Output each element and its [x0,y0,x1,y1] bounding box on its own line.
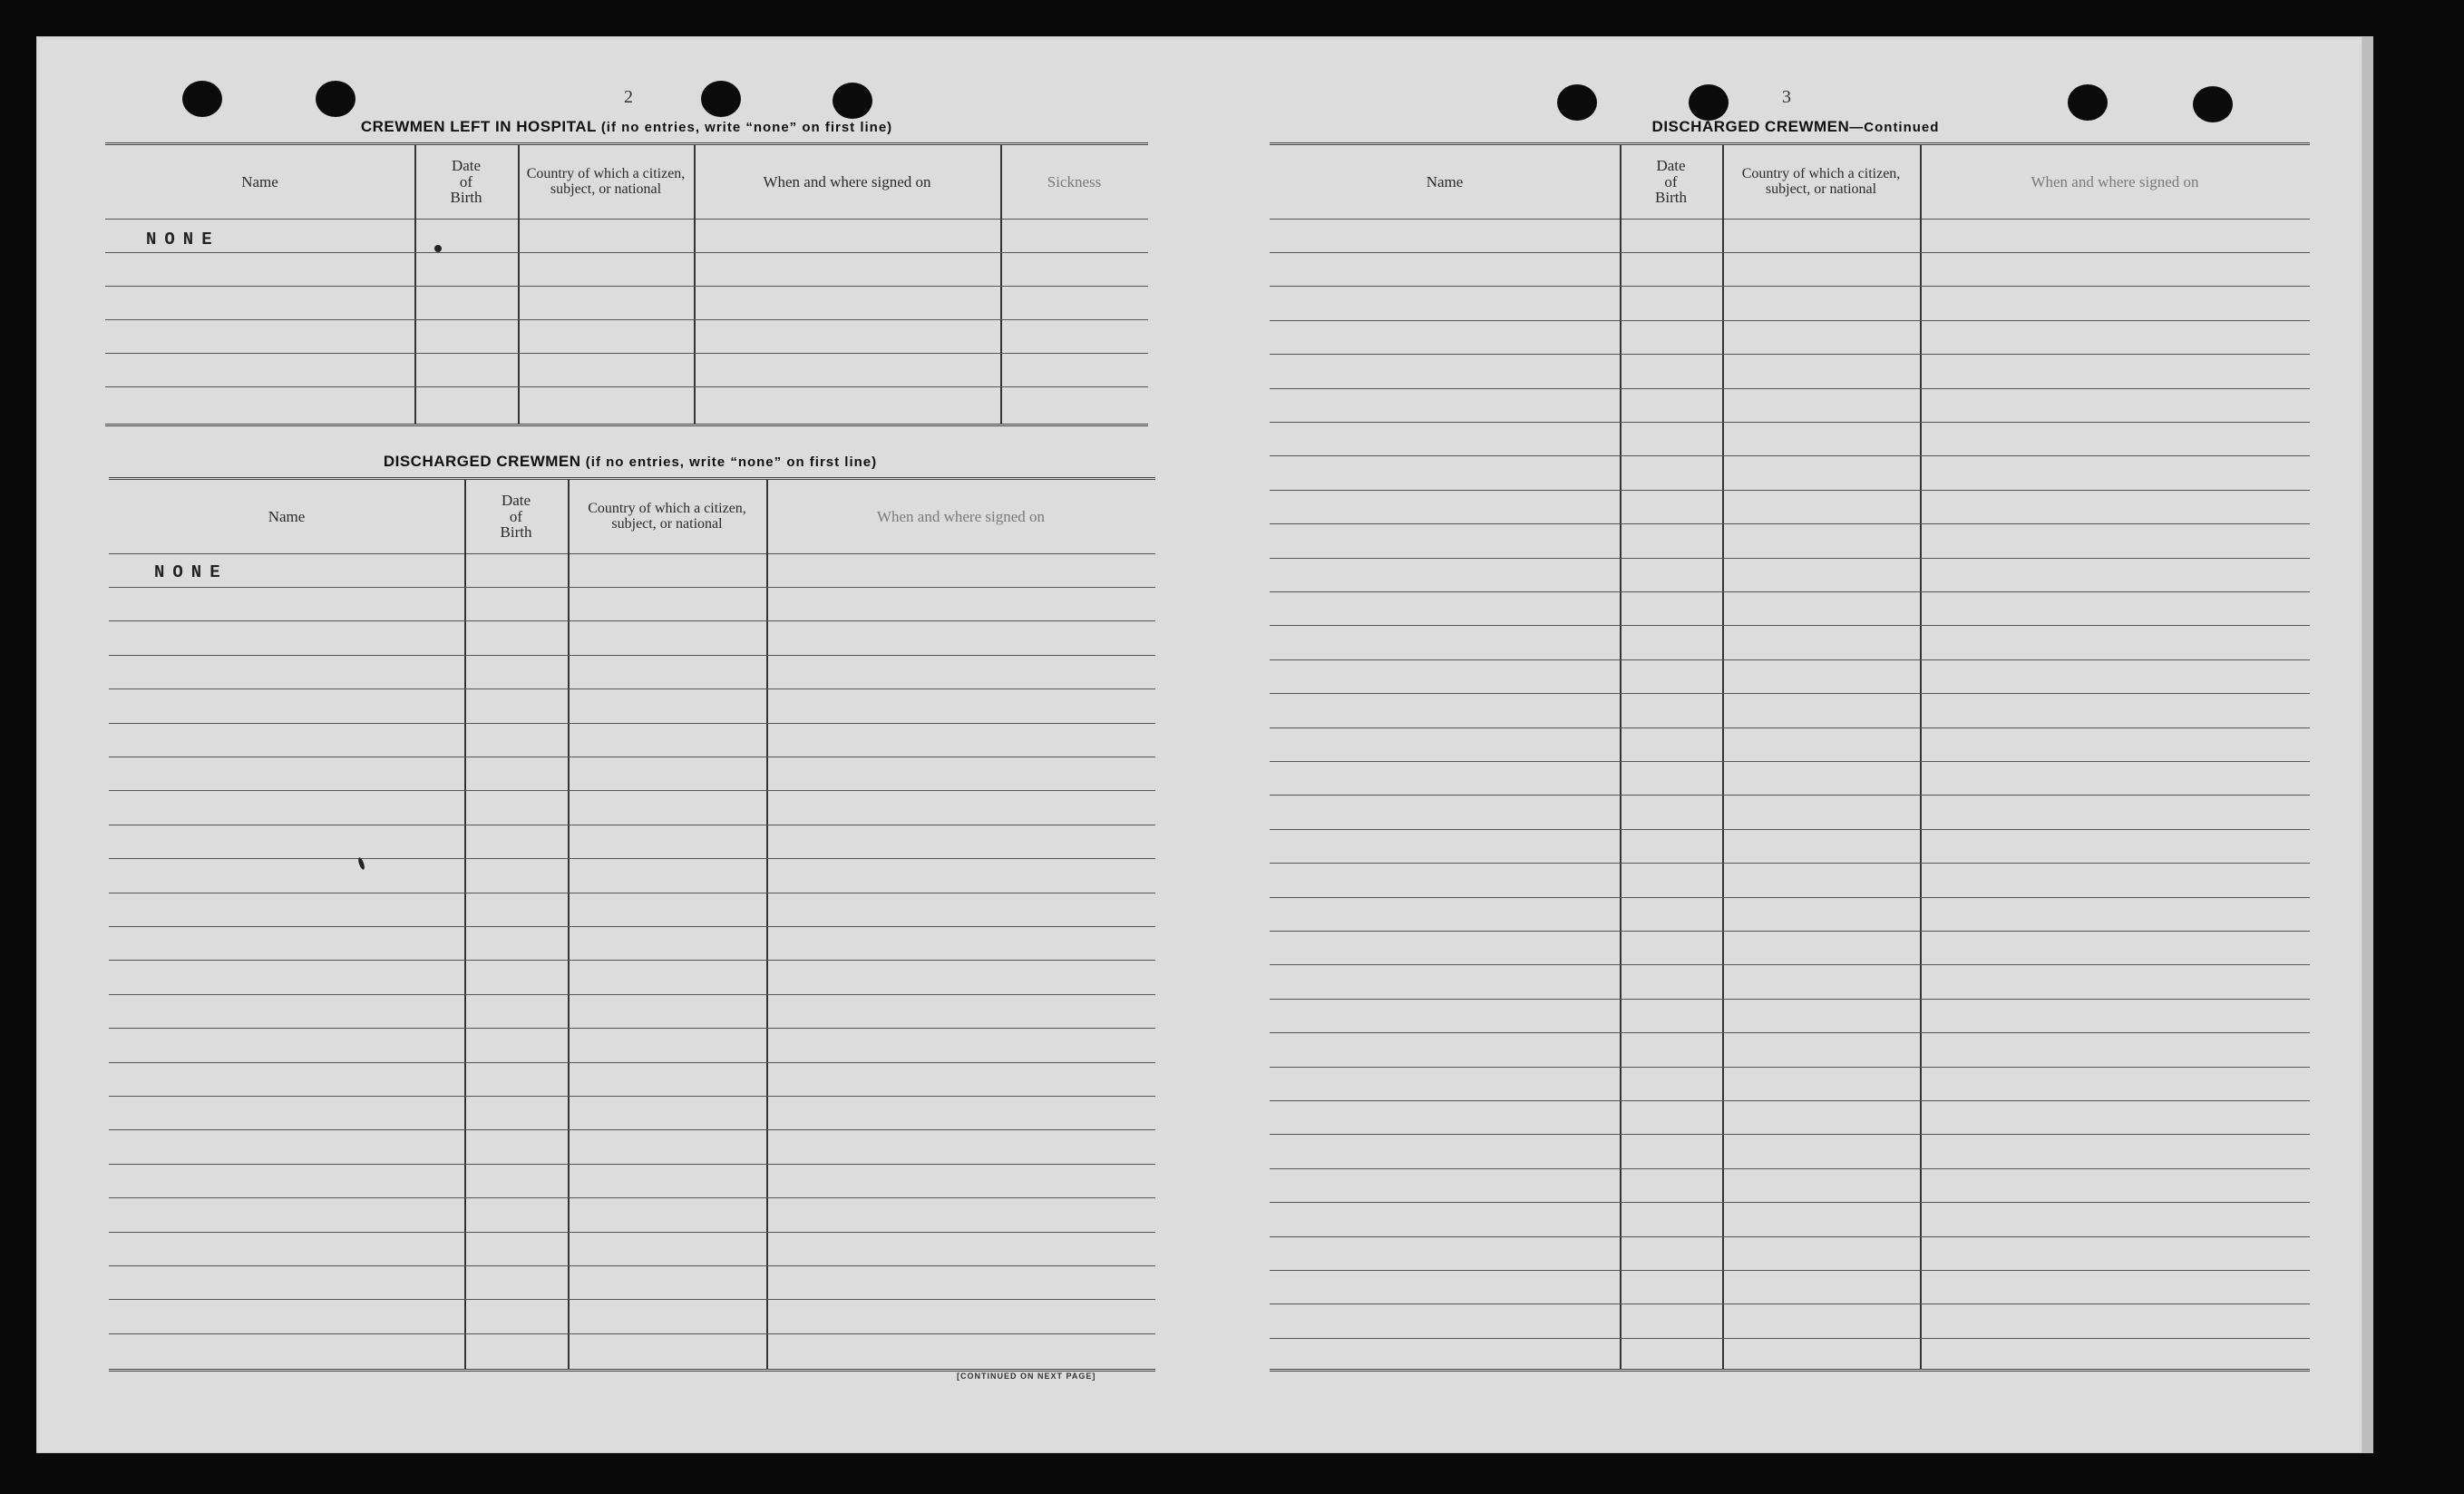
row-line [109,1062,1155,1063]
row-line [105,319,1148,320]
row-line [109,655,1155,656]
row-line [1270,795,2310,796]
punch-hole [1689,84,1729,121]
header-date-of-birth: Date of Birth [1655,156,1687,207]
row-line [1270,1168,2310,1169]
discharged-title-text: DISCHARGED CREWMEN [383,453,581,470]
row-line [109,926,1155,927]
punch-hole [701,81,741,117]
hospital-table-header [105,145,1148,220]
hospital-title-text: CREWMEN LEFT IN HOSPITAL [360,118,597,135]
column-divider [1000,145,1002,424]
row-line [1270,286,2310,287]
column-divider [518,145,520,424]
discharged-continued-table [1270,142,2310,1372]
row-line [1270,1134,2310,1135]
discharged-table-header [109,480,1155,554]
hospital-first-entry: NONE [146,229,220,249]
row-line [1270,354,2310,355]
column-divider [464,480,466,1369]
row-line [1270,422,2310,423]
row-line [109,994,1155,995]
discharged-title-note: (if no entries, write “none” on first line) [585,454,878,470]
header-signed-on: When and where signed on [876,507,1046,525]
header-signed-on: When and where signed on [2031,172,2199,190]
row-line [105,386,1148,387]
header-country: Country of which a citizen, subject, or national [588,500,746,532]
discharged-continued-header [1270,145,2310,220]
row-line [1270,761,2310,762]
row-line [1270,964,2310,965]
header-signed-on: When and where signed on [763,172,931,190]
row-line [1270,999,2310,1000]
discharged-first-entry: NONE [154,562,229,582]
row-line [109,790,1155,791]
page-number-right: 3 [1782,87,1791,107]
continued-note: [CONTINUED ON NEXT PAGE] [957,1372,1096,1381]
row-line [1270,1202,2310,1203]
punch-hole [2068,84,2108,121]
row-line [1270,1270,2310,1271]
row-line [1270,625,2310,626]
ink-speck [434,245,442,252]
discharged-table [109,477,1155,1372]
row-line [1270,591,2310,592]
row-line [109,858,1155,859]
row-line [109,1299,1155,1300]
column-divider [1722,145,1724,1369]
row-line [109,1232,1155,1233]
column-divider [694,145,696,424]
row-line [105,286,1148,287]
punch-hole [182,81,222,117]
sheet-edge [2362,36,2373,1453]
row-line [109,587,1155,588]
header-name: Name [1426,172,1464,190]
discharged-continued-title [1560,118,2031,136]
row-line [109,1197,1155,1198]
header-date-of-birth: Date of Birth [500,491,532,542]
row-line [1270,897,2310,898]
column-divider [1920,145,1922,1369]
header-date-of-birth: Date of Birth [450,156,482,207]
row-line [109,688,1155,689]
row-line [1270,455,2310,456]
row-line [1270,490,2310,491]
row-line [1270,388,2310,389]
row-line [1270,727,2310,728]
row-line [1270,931,2310,932]
header-country: Country of which a citizen, subject, or national [1741,165,1901,197]
row-line [1270,1032,2310,1033]
punch-hole [1557,84,1597,121]
row-line [1270,1067,2310,1068]
hospital-section-title [105,118,1148,136]
row-line [109,1333,1155,1334]
row-line [109,723,1155,724]
row-line [1270,659,2310,660]
row-line [1270,523,2310,524]
row-line [1270,1100,2310,1101]
row-line [109,1265,1155,1266]
row-line [109,620,1155,621]
row-line [109,1096,1155,1097]
punch-hole [316,81,355,117]
row-line [1270,863,2310,864]
row-line [109,1164,1155,1165]
row-line [109,960,1155,961]
punch-hole [833,83,872,119]
row-line [1270,252,2310,253]
punch-hole [2193,86,2233,122]
header-country: Country of which a citizen, subject, or national [526,165,686,197]
row-line [109,1028,1155,1029]
row-line [1270,1338,2310,1339]
column-divider [1620,145,1622,1369]
row-line [105,353,1148,354]
row-line [1270,558,2310,559]
row-line [1270,320,2310,321]
hospital-title-note: (if no entries, write “none” on first line) [600,120,893,135]
column-divider [766,480,768,1369]
column-divider [414,145,416,424]
header-name: Name [241,172,278,190]
column-divider [568,480,570,1369]
hospital-table [105,142,1148,426]
header-name: Name [268,507,306,525]
continued-suffix: —Continued [1849,120,1940,135]
row-line [105,252,1148,253]
page-number-left: 2 [624,87,633,107]
discharged-section-title [109,453,1152,471]
discharged-continued-text: DISCHARGED CREWMEN [1651,118,1850,135]
row-line [1270,1236,2310,1237]
row-line [109,1129,1155,1130]
row-line [1270,693,2310,694]
row-line [1270,829,2310,830]
header-sickness: Sickness [1047,172,1102,190]
